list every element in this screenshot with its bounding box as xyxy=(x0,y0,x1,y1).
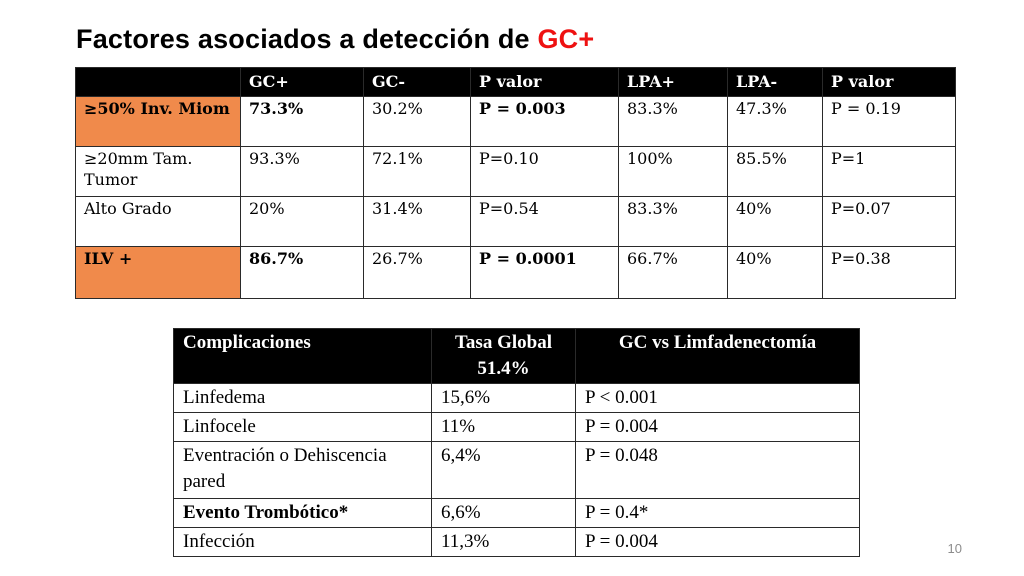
table-cell: 66.7% xyxy=(619,247,728,299)
table-cell: Linfocele xyxy=(174,413,432,442)
complications-table-header xyxy=(174,329,860,384)
row-label: ≥50% Inv. Miom xyxy=(76,97,241,147)
table-cell: 11% xyxy=(432,413,576,442)
table-cell: P = 0.003 xyxy=(471,97,619,147)
table-cell: Linfedema xyxy=(174,384,432,413)
table-cell: Evento Trombótico* xyxy=(174,499,432,528)
table-cell: 40% xyxy=(728,197,823,247)
table-cell: 6,6% xyxy=(432,499,576,528)
complications-table xyxy=(173,328,860,557)
table-cell: 86.7% xyxy=(241,247,364,299)
table-cell: 72.1% xyxy=(364,147,471,197)
table-cell: 47.3% xyxy=(728,97,823,147)
header-cell: Tasa Global 51.4% xyxy=(432,329,576,384)
table-cell: 30.2% xyxy=(364,97,471,147)
table-cell: 40% xyxy=(728,247,823,299)
table-row xyxy=(174,384,860,413)
table-row xyxy=(76,147,956,197)
table-cell: 93.3% xyxy=(241,147,364,197)
table-cell: 26.7% xyxy=(364,247,471,299)
table-cell: P=1 xyxy=(823,147,956,197)
table-cell: P=0.10 xyxy=(471,147,619,197)
row-label: Alto Grado xyxy=(76,197,241,247)
table-row xyxy=(76,97,956,147)
table-cell: P = 0.048 xyxy=(576,442,860,499)
slide-title xyxy=(76,24,594,55)
table-cell: 11,3% xyxy=(432,528,576,557)
table-cell: 83.3% xyxy=(619,197,728,247)
table-cell: 20% xyxy=(241,197,364,247)
table-row xyxy=(174,413,860,442)
table-cell: P=0.38 xyxy=(823,247,956,299)
table-cell: 73.3% xyxy=(241,97,364,147)
factors-table-header xyxy=(76,68,956,97)
header-cell: GC vs Limfadenectomía xyxy=(576,329,860,384)
title-accent: GC+ xyxy=(537,24,595,54)
table-cell: P = 0.19 xyxy=(823,97,956,147)
table-cell: 100% xyxy=(619,147,728,197)
header-cell: P valor xyxy=(823,68,956,97)
table-cell: P = 0.004 xyxy=(576,413,860,442)
table-row xyxy=(76,197,956,247)
header-cell: GC+ xyxy=(241,68,364,97)
table-cell: P = 0.4* xyxy=(576,499,860,528)
table-row xyxy=(76,247,956,299)
factors-table xyxy=(75,67,956,299)
header-cell: LPA+ xyxy=(619,68,728,97)
title-text: Factores asociados a detección de xyxy=(76,24,538,54)
table-row xyxy=(174,528,860,557)
table-cell: 83.3% xyxy=(619,97,728,147)
table-row xyxy=(174,442,860,499)
header-cell: GC- xyxy=(364,68,471,97)
row-label: ≥20mm Tam. Tumor xyxy=(76,147,241,197)
header-cell xyxy=(76,68,241,97)
page-number: 10 xyxy=(947,541,962,556)
table-cell: P = 0.0001 xyxy=(471,247,619,299)
header-cell: P valor xyxy=(471,68,619,97)
table-cell: Infección xyxy=(174,528,432,557)
header-cell: LPA- xyxy=(728,68,823,97)
table-cell: 6,4% xyxy=(432,442,576,499)
table-cell: P < 0.001 xyxy=(576,384,860,413)
table-cell: 15,6% xyxy=(432,384,576,413)
table-cell: 85.5% xyxy=(728,147,823,197)
table-cell: P=0.54 xyxy=(471,197,619,247)
table-cell: P = 0.004 xyxy=(576,528,860,557)
table-cell: P=0.07 xyxy=(823,197,956,247)
row-label: ILV + xyxy=(76,247,241,299)
header-cell: Complicaciones xyxy=(174,329,432,384)
table-cell: 31.4% xyxy=(364,197,471,247)
table-row xyxy=(174,499,860,528)
table-cell: Eventración o Dehiscencia pared xyxy=(174,442,432,499)
